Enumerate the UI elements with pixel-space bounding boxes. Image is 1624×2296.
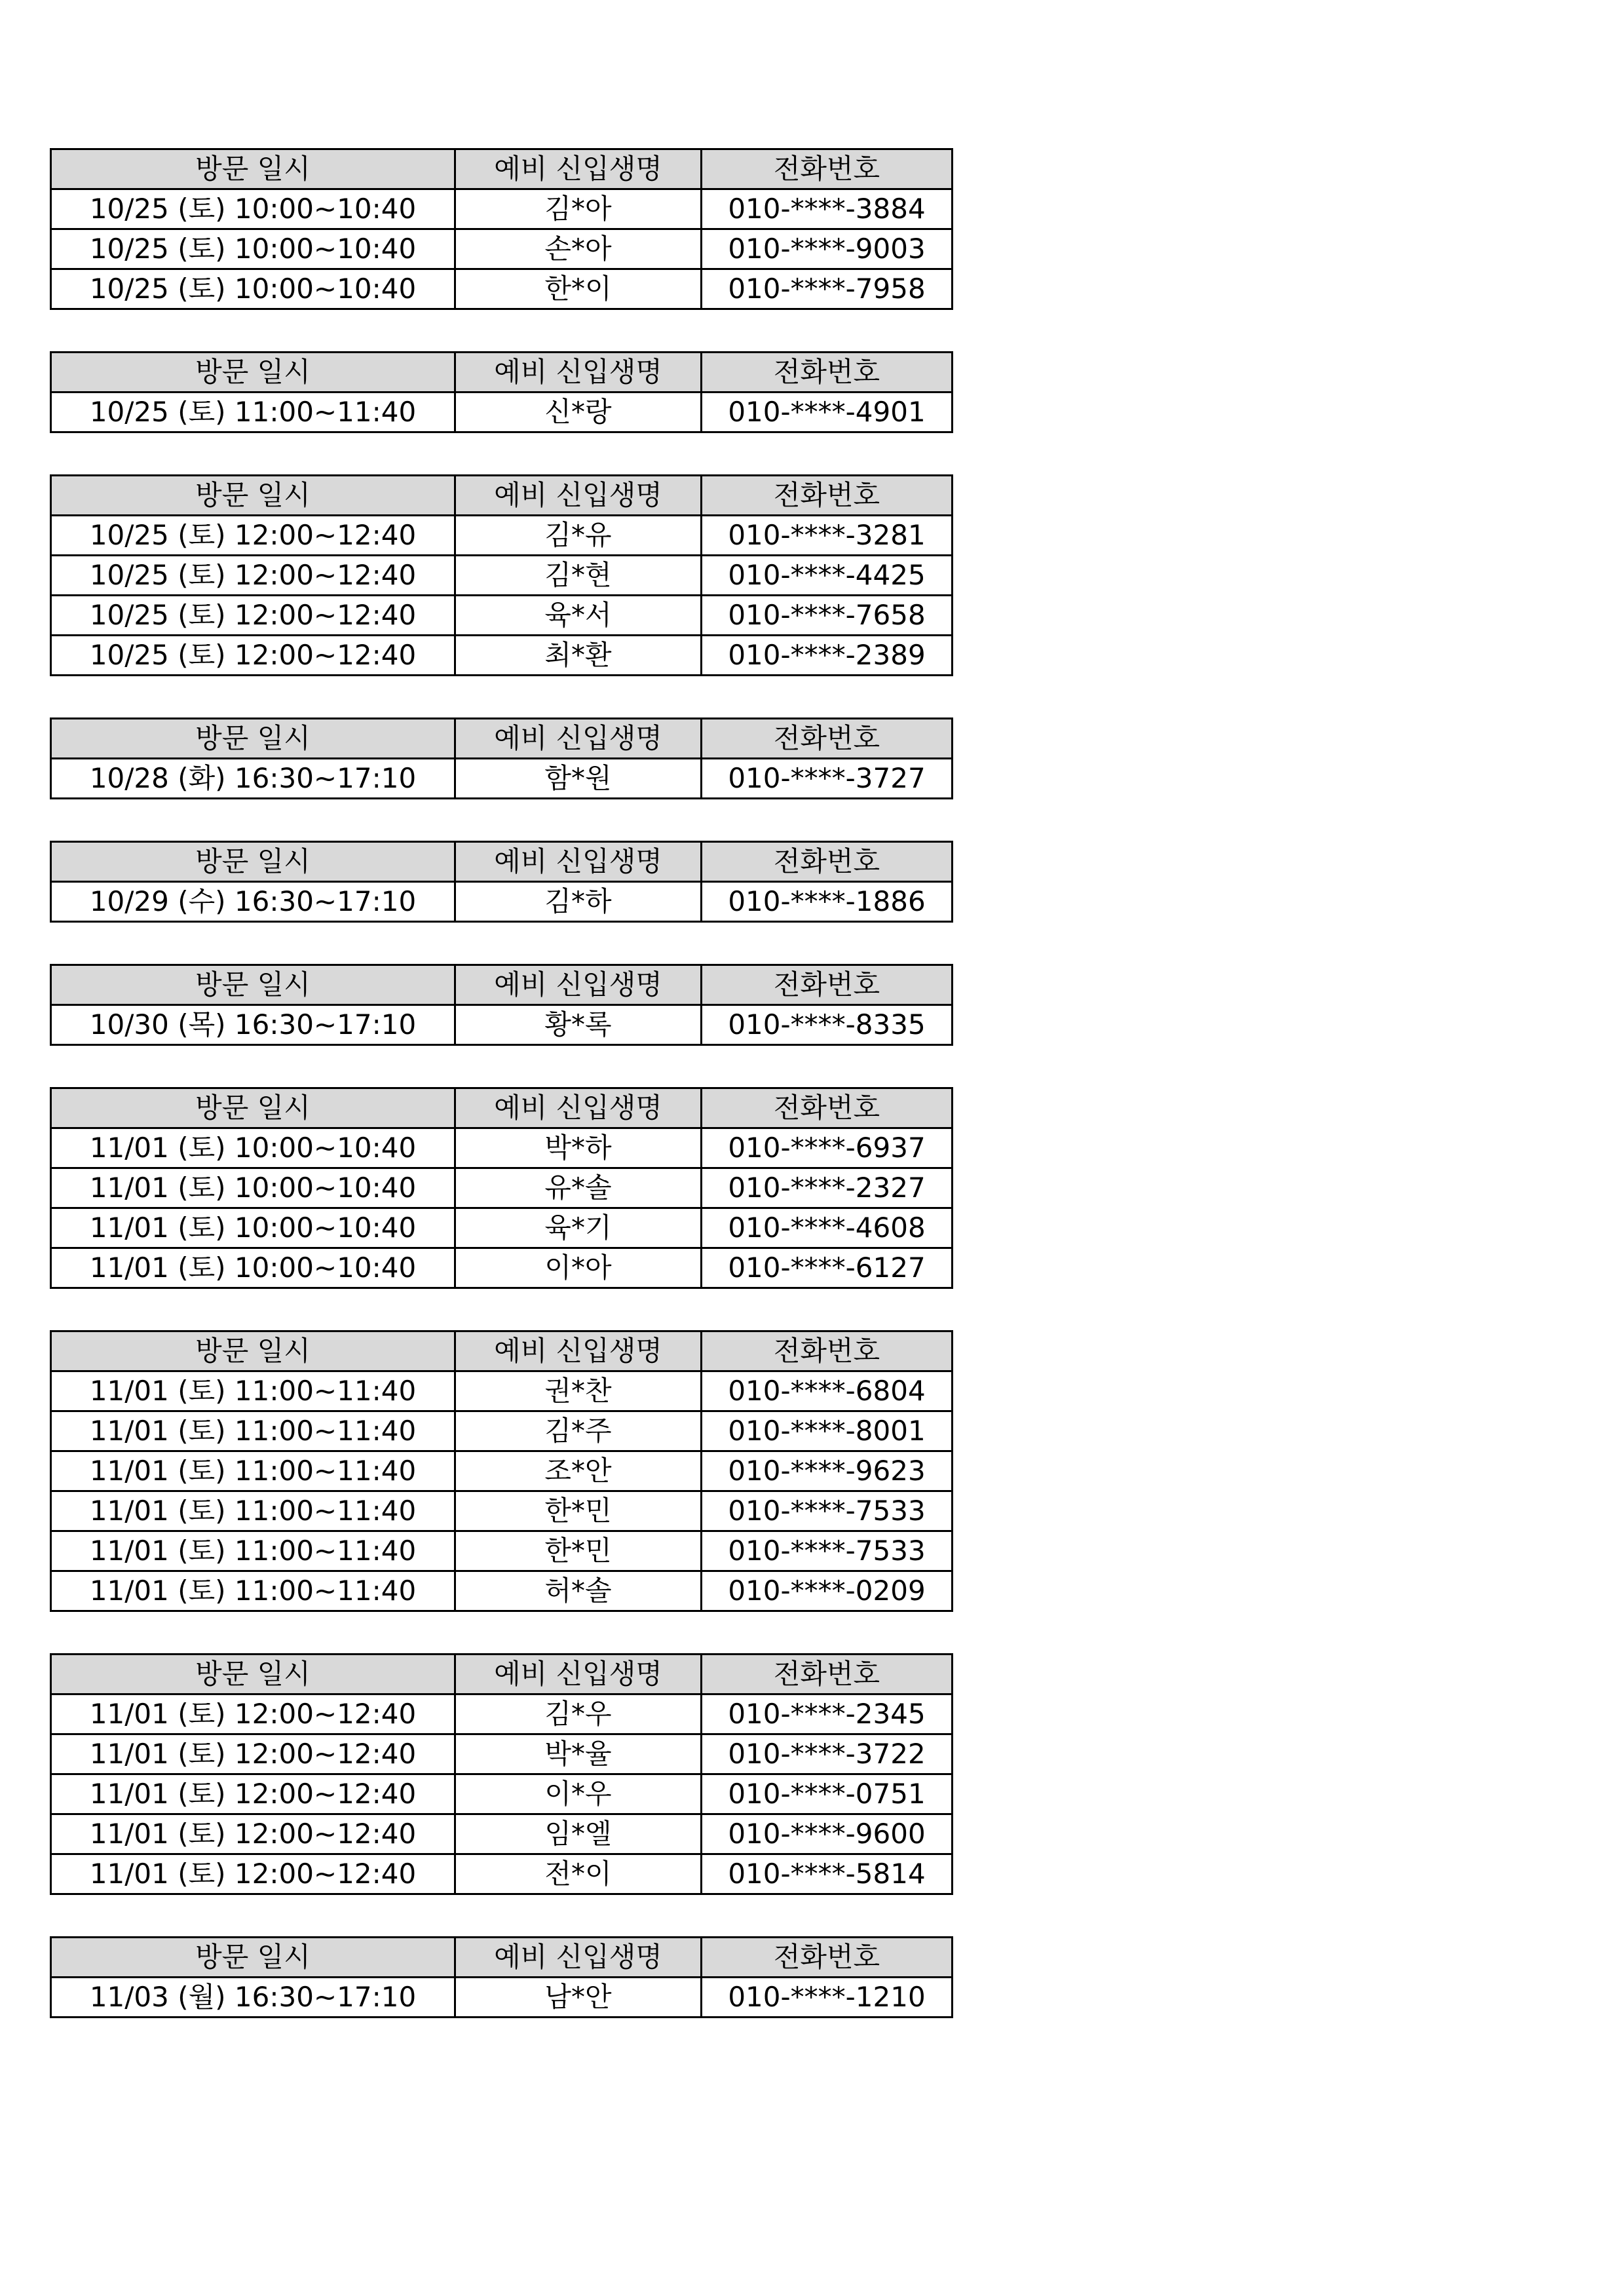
table-row xyxy=(51,1411,953,1451)
table-row xyxy=(51,882,953,922)
phone-cell: 010-****-8001 xyxy=(702,1411,953,1451)
student-name-cell: 함*원 xyxy=(455,759,702,799)
table-row xyxy=(51,269,953,309)
phone-cell: 010-****-7658 xyxy=(702,596,953,636)
header-phone: 전화번호 xyxy=(702,1088,953,1128)
header-phone: 전화번호 xyxy=(702,1331,953,1371)
header-visit-datetime: 방문 일시 xyxy=(51,1331,455,1371)
phone-cell: 010-****-0751 xyxy=(702,1774,953,1814)
student-name-cell: 육*서 xyxy=(455,596,702,636)
table-row xyxy=(51,1774,953,1814)
visit-datetime-cell: 11/01 (토) 12:00~12:40 xyxy=(51,1774,455,1814)
phone-cell: 010-****-6127 xyxy=(702,1248,953,1288)
header-visit-datetime: 방문 일시 xyxy=(51,476,455,516)
table-row xyxy=(51,1005,953,1045)
student-name-cell: 박*율 xyxy=(455,1734,702,1774)
visit-datetime-cell: 11/01 (토) 10:00~10:40 xyxy=(51,1168,455,1208)
visit-datetime-cell: 10/29 (수) 16:30~17:10 xyxy=(51,882,455,922)
header-phone: 전화번호 xyxy=(702,353,953,392)
student-name-cell: 손*아 xyxy=(455,229,702,269)
header-phone: 전화번호 xyxy=(702,719,953,759)
header-student-name: 예비 신입생명 xyxy=(455,353,702,392)
phone-cell: 010-****-9003 xyxy=(702,229,953,269)
phone-cell: 010-****-4425 xyxy=(702,556,953,596)
header-phone: 전화번호 xyxy=(702,842,953,882)
student-name-cell: 박*하 xyxy=(455,1128,702,1168)
table-row xyxy=(51,1694,953,1734)
table-row xyxy=(51,1128,953,1168)
table-header-row xyxy=(51,1655,953,1694)
visit-datetime-cell: 10/30 (목) 16:30~17:10 xyxy=(51,1005,455,1045)
visit-schedule-document xyxy=(50,148,951,2059)
table-row xyxy=(51,759,953,799)
phone-cell: 010-****-3884 xyxy=(702,189,953,229)
visit-table xyxy=(50,351,953,433)
visit-table xyxy=(50,1087,953,1289)
visit-datetime-cell: 10/25 (토) 12:00~12:40 xyxy=(51,596,455,636)
visit-datetime-cell: 11/03 (월) 16:30~17:10 xyxy=(51,1978,455,2018)
visit-table xyxy=(50,474,953,676)
student-name-cell: 허*솔 xyxy=(455,1571,702,1611)
phone-cell: 010-****-9600 xyxy=(702,1814,953,1854)
visit-datetime-cell: 11/01 (토) 12:00~12:40 xyxy=(51,1694,455,1734)
student-name-cell: 김*유 xyxy=(455,516,702,556)
student-name-cell: 유*솔 xyxy=(455,1168,702,1208)
phone-cell: 010-****-7958 xyxy=(702,269,953,309)
phone-cell: 010-****-6937 xyxy=(702,1128,953,1168)
visit-datetime-cell: 11/01 (토) 10:00~10:40 xyxy=(51,1128,455,1168)
table-row xyxy=(51,1491,953,1531)
header-phone: 전화번호 xyxy=(702,965,953,1005)
table-header-row xyxy=(51,476,953,516)
table-row xyxy=(51,1814,953,1854)
student-name-cell: 황*록 xyxy=(455,1005,702,1045)
table-row xyxy=(51,1854,953,1894)
header-phone: 전화번호 xyxy=(702,1938,953,1978)
student-name-cell: 이*우 xyxy=(455,1774,702,1814)
header-student-name: 예비 신입생명 xyxy=(455,476,702,516)
phone-cell: 010-****-4608 xyxy=(702,1208,953,1248)
student-name-cell: 한*민 xyxy=(455,1531,702,1571)
student-name-cell: 권*찬 xyxy=(455,1371,702,1411)
student-name-cell: 김*아 xyxy=(455,189,702,229)
student-name-cell: 김*하 xyxy=(455,882,702,922)
phone-cell: 010-****-1886 xyxy=(702,882,953,922)
table-header-row xyxy=(51,1088,953,1128)
table-header-row xyxy=(51,1331,953,1371)
phone-cell: 010-****-1210 xyxy=(702,1978,953,2018)
table-row xyxy=(51,556,953,596)
header-visit-datetime: 방문 일시 xyxy=(51,1655,455,1694)
header-phone: 전화번호 xyxy=(702,476,953,516)
table-header-row xyxy=(51,719,953,759)
student-name-cell: 신*랑 xyxy=(455,392,702,432)
visit-datetime-cell: 10/25 (토) 10:00~10:40 xyxy=(51,189,455,229)
table-row xyxy=(51,516,953,556)
visit-table xyxy=(50,718,953,799)
visit-datetime-cell: 10/25 (토) 10:00~10:40 xyxy=(51,229,455,269)
header-visit-datetime: 방문 일시 xyxy=(51,965,455,1005)
visit-datetime-cell: 11/01 (토) 10:00~10:40 xyxy=(51,1208,455,1248)
table-header-row xyxy=(51,842,953,882)
table-header-row xyxy=(51,149,953,189)
header-student-name: 예비 신입생명 xyxy=(455,1331,702,1371)
header-visit-datetime: 방문 일시 xyxy=(51,149,455,189)
header-student-name: 예비 신입생명 xyxy=(455,1088,702,1128)
student-name-cell: 육*기 xyxy=(455,1208,702,1248)
student-name-cell: 최*환 xyxy=(455,636,702,676)
phone-cell: 010-****-2389 xyxy=(702,636,953,676)
student-name-cell: 한*이 xyxy=(455,269,702,309)
table-row xyxy=(51,1208,953,1248)
table-row xyxy=(51,1978,953,2018)
student-name-cell: 김*우 xyxy=(455,1694,702,1734)
phone-cell: 010-****-9623 xyxy=(702,1451,953,1491)
visit-table xyxy=(50,148,953,310)
visit-datetime-cell: 10/25 (토) 10:00~10:40 xyxy=(51,269,455,309)
student-name-cell: 남*안 xyxy=(455,1978,702,2018)
header-visit-datetime: 방문 일시 xyxy=(51,353,455,392)
student-name-cell: 김*주 xyxy=(455,1411,702,1451)
visit-table xyxy=(50,1330,953,1612)
student-name-cell: 김*현 xyxy=(455,556,702,596)
header-student-name: 예비 신입생명 xyxy=(455,1655,702,1694)
visit-datetime-cell: 10/25 (토) 12:00~12:40 xyxy=(51,516,455,556)
table-header-row xyxy=(51,353,953,392)
visit-datetime-cell: 11/01 (토) 11:00~11:40 xyxy=(51,1371,455,1411)
phone-cell: 010-****-3727 xyxy=(702,759,953,799)
visit-datetime-cell: 11/01 (토) 11:00~11:40 xyxy=(51,1571,455,1611)
table-row xyxy=(51,636,953,676)
visit-datetime-cell: 11/01 (토) 12:00~12:40 xyxy=(51,1814,455,1854)
visit-table xyxy=(50,1936,953,2018)
header-phone: 전화번호 xyxy=(702,1655,953,1694)
visit-table xyxy=(50,964,953,1046)
header-student-name: 예비 신입생명 xyxy=(455,965,702,1005)
table-row xyxy=(51,1734,953,1774)
header-phone: 전화번호 xyxy=(702,149,953,189)
header-visit-datetime: 방문 일시 xyxy=(51,842,455,882)
table-row xyxy=(51,1531,953,1571)
table-row xyxy=(51,1371,953,1411)
table-row xyxy=(51,229,953,269)
visit-datetime-cell: 11/01 (토) 11:00~11:40 xyxy=(51,1411,455,1451)
student-name-cell: 조*안 xyxy=(455,1451,702,1491)
visit-datetime-cell: 10/25 (토) 12:00~12:40 xyxy=(51,556,455,596)
phone-cell: 010-****-2327 xyxy=(702,1168,953,1208)
header-student-name: 예비 신입생명 xyxy=(455,149,702,189)
table-row xyxy=(51,392,953,432)
student-name-cell: 전*이 xyxy=(455,1854,702,1894)
student-name-cell: 임*엘 xyxy=(455,1814,702,1854)
visit-datetime-cell: 10/25 (토) 11:00~11:40 xyxy=(51,392,455,432)
table-header-row xyxy=(51,1938,953,1978)
phone-cell: 010-****-3281 xyxy=(702,516,953,556)
visit-table xyxy=(50,1653,953,1895)
header-student-name: 예비 신입생명 xyxy=(455,1938,702,1978)
table-row xyxy=(51,1168,953,1208)
visit-datetime-cell: 11/01 (토) 12:00~12:40 xyxy=(51,1854,455,1894)
header-visit-datetime: 방문 일시 xyxy=(51,1938,455,1978)
table-row xyxy=(51,596,953,636)
visit-datetime-cell: 10/25 (토) 12:00~12:40 xyxy=(51,636,455,676)
header-visit-datetime: 방문 일시 xyxy=(51,719,455,759)
visit-datetime-cell: 11/01 (토) 11:00~11:40 xyxy=(51,1451,455,1491)
table-row xyxy=(51,1571,953,1611)
header-student-name: 예비 신입생명 xyxy=(455,719,702,759)
visit-datetime-cell: 11/01 (토) 11:00~11:40 xyxy=(51,1531,455,1571)
visit-datetime-cell: 11/01 (토) 11:00~11:40 xyxy=(51,1491,455,1531)
header-visit-datetime: 방문 일시 xyxy=(51,1088,455,1128)
header-student-name: 예비 신입생명 xyxy=(455,842,702,882)
phone-cell: 010-****-0209 xyxy=(702,1571,953,1611)
phone-cell: 010-****-6804 xyxy=(702,1371,953,1411)
visit-datetime-cell: 11/01 (토) 10:00~10:40 xyxy=(51,1248,455,1288)
phone-cell: 010-****-2345 xyxy=(702,1694,953,1734)
visit-datetime-cell: 10/28 (화) 16:30~17:10 xyxy=(51,759,455,799)
table-row xyxy=(51,189,953,229)
student-name-cell: 한*민 xyxy=(455,1491,702,1531)
phone-cell: 010-****-8335 xyxy=(702,1005,953,1045)
table-row xyxy=(51,1248,953,1288)
phone-cell: 010-****-4901 xyxy=(702,392,953,432)
table-row xyxy=(51,1451,953,1491)
visit-datetime-cell: 11/01 (토) 12:00~12:40 xyxy=(51,1734,455,1774)
phone-cell: 010-****-3722 xyxy=(702,1734,953,1774)
student-name-cell: 이*아 xyxy=(455,1248,702,1288)
table-header-row xyxy=(51,965,953,1005)
visit-table xyxy=(50,841,953,923)
phone-cell: 010-****-7533 xyxy=(702,1491,953,1531)
phone-cell: 010-****-5814 xyxy=(702,1854,953,1894)
phone-cell: 010-****-7533 xyxy=(702,1531,953,1571)
